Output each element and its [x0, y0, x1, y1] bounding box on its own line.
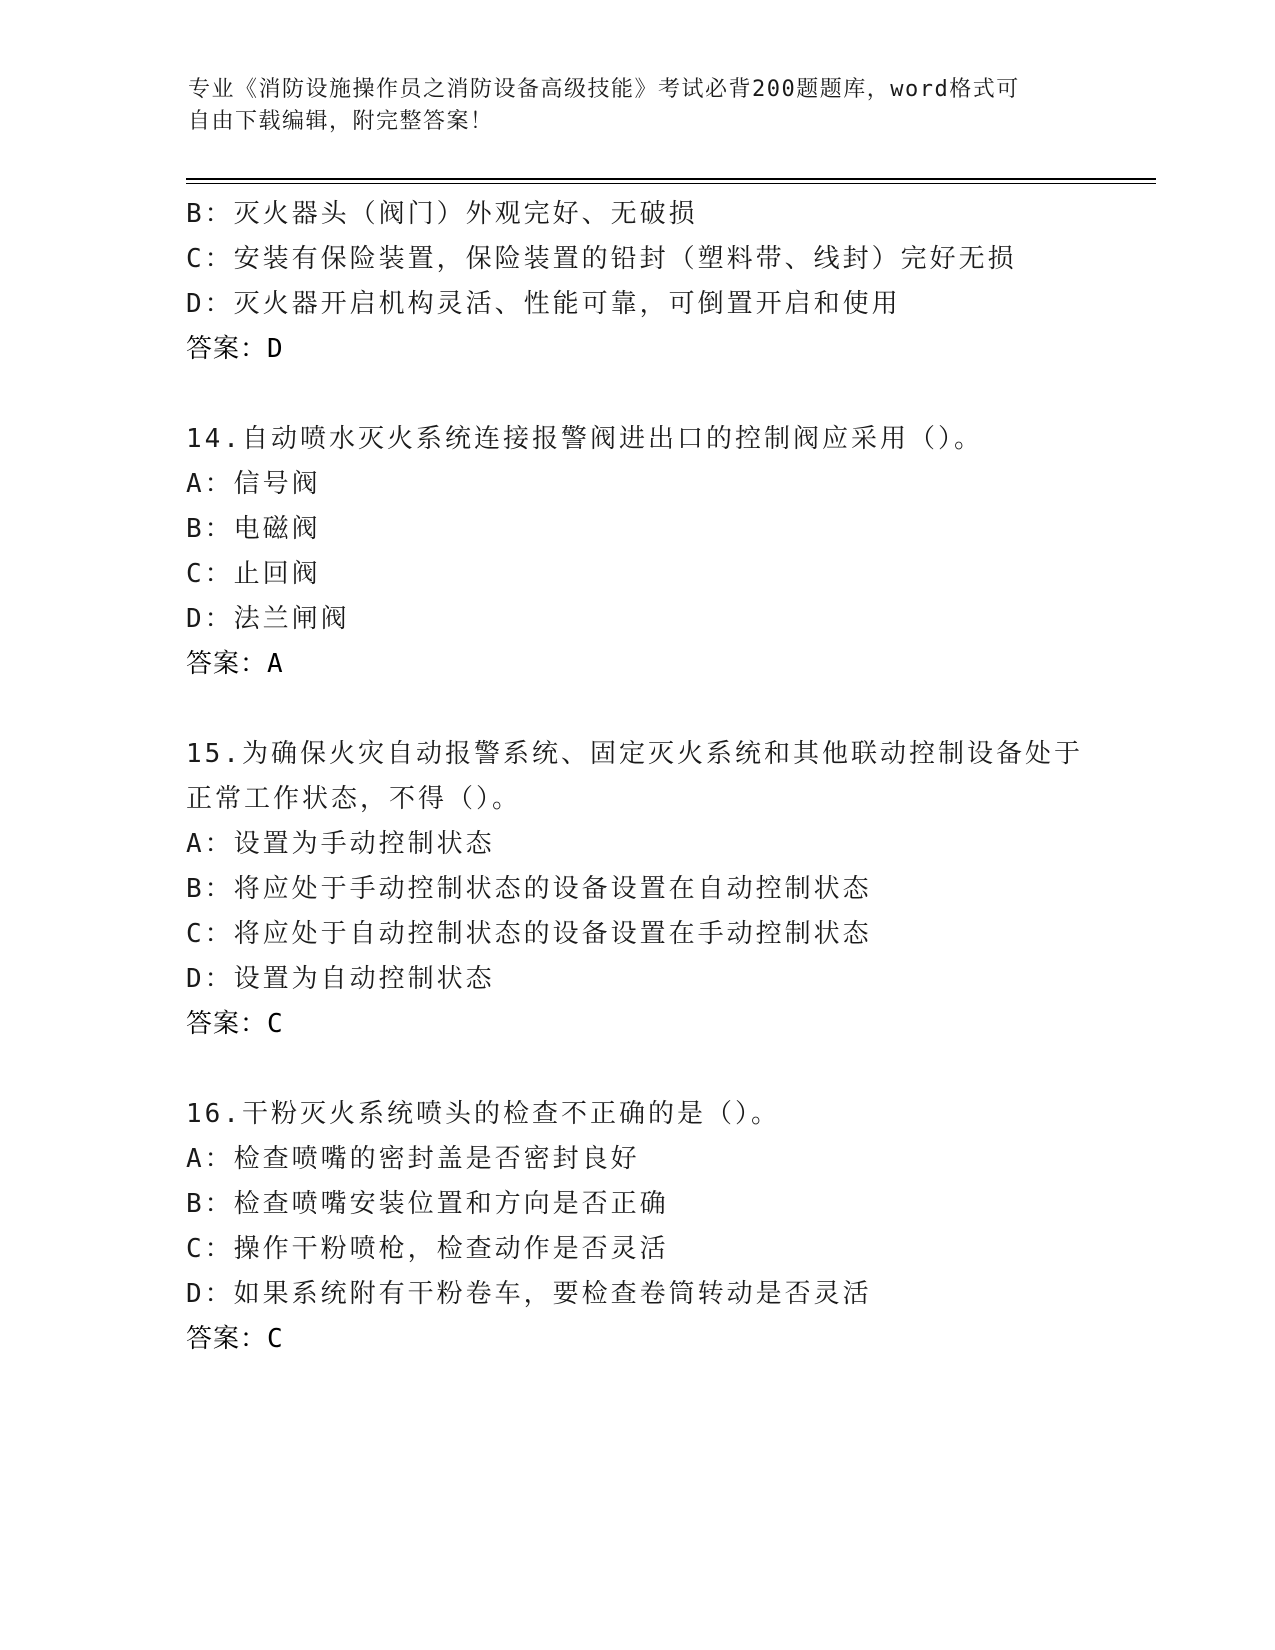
option-a: A：信号阀 — [186, 469, 321, 499]
option-c: C：操作干粉喷枪，检查动作是否灵活 — [186, 1234, 669, 1264]
option-a: A：设置为手动控制状态 — [186, 829, 495, 859]
option-c: C：安装有保险装置，保险装置的铅封（塑料带、线封）完好无损 — [186, 244, 1017, 274]
answer-label: 答案： — [186, 334, 268, 364]
question-list — [186, 192, 1186, 1362]
answer-value: C — [267, 1324, 284, 1354]
question-stem: 14.自动喷水灭火系统连接报警阀进出口的控制阀应采用（）。 — [186, 424, 983, 454]
answer-line — [186, 642, 1186, 687]
answer-line — [186, 327, 1186, 372]
answer-label: 答案： — [186, 1324, 268, 1354]
header-divider-thin — [186, 183, 1156, 184]
option-c: C：止回阀 — [186, 559, 321, 589]
header-line-2: 自由下载编辑，附完整答案！ — [188, 109, 494, 134]
option-d: D：法兰闸阀 — [186, 604, 350, 634]
question-stem-line-2: 正常工作状态，不得（）。 — [186, 784, 522, 814]
option-d: D：如果系统附有干粉卷车，要检查卷筒转动是否灵活 — [186, 1279, 872, 1309]
answer-value: A — [267, 649, 284, 679]
option-b: B：检查喷嘴安装位置和方向是否正确 — [186, 1189, 669, 1219]
header-line-1: 专业《消防设施操作员之消防设备高级技能》考试必背200题题库，word格式可 — [188, 77, 1020, 102]
answer-line — [186, 1002, 1186, 1047]
answer-line — [186, 1317, 1186, 1362]
answer-value: C — [267, 1009, 284, 1039]
option-b: B：灭火器头（阀门）外观完好、无破损 — [186, 199, 698, 229]
option-d: D：设置为自动控制状态 — [186, 964, 495, 994]
option-a: A：检查喷嘴的密封盖是否密封良好 — [186, 1144, 640, 1174]
question-stem-line-1: 15.为确保火灾自动报警系统、固定灭火系统和其他联动控制设备处于 — [186, 739, 1083, 769]
option-c: C：将应处于自动控制状态的设备设置在手动控制状态 — [186, 919, 872, 949]
question-13 — [186, 192, 1186, 372]
question-stem: 16.干粉灭火系统喷头的检查不正确的是（）。 — [186, 1099, 780, 1129]
answer-label: 答案： — [186, 1009, 268, 1039]
option-d: D：灭火器开启机构灵活、性能可靠，可倒置开启和使用 — [186, 289, 901, 319]
option-b: B：将应处于手动控制状态的设备设置在自动控制状态 — [186, 874, 872, 904]
header-divider-thick — [186, 178, 1156, 180]
answer-value: D — [267, 334, 284, 364]
question-14 — [186, 417, 1186, 687]
question-15 — [186, 732, 1186, 1047]
question-16 — [186, 1092, 1186, 1362]
answer-label: 答案： — [186, 649, 268, 679]
option-b: B：电磁阀 — [186, 514, 321, 544]
page-header — [188, 74, 1088, 138]
